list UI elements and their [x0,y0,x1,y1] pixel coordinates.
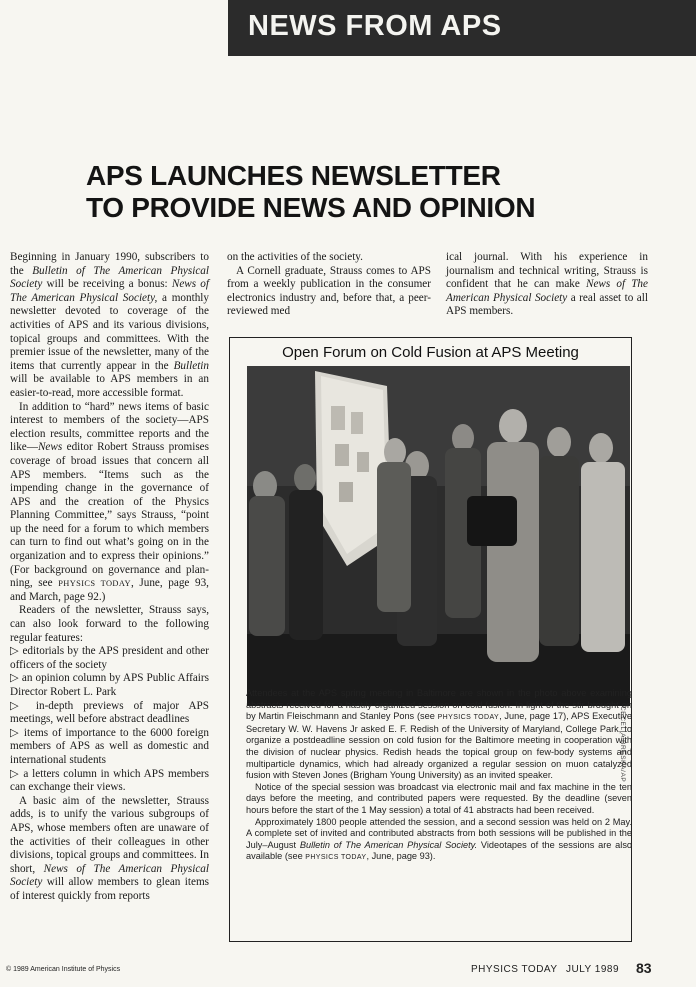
caption-paragraph [246,817,632,864]
text: Approximately 1800 people attended the session, and a second session was held on 2 May. A complete set of invited and contributed abstracts from both sessions will be published in the July–August [246,816,632,850]
paragraph: Readers of the newsletter, Strauss says, can also look forward to the following regular features: [10,604,209,644]
publication-title: News of The American Physical Society [10,862,210,889]
feature-list-item: ▷ in-depth previews of major APS meetings, well before abstract deadlines [10,699,209,726]
caption-paragraph: Notice of the special session was broadcast via electronic mail and fax machine in the ten days before the meeting, and contributed papers were requested. By the deadline (seven hours before the start of the 1 May session) a total of 41 abstracts had been received. [246,781,632,815]
paragraph: A Cornell graduate, Strauss comes to APS from a weekly publication in the consumer electronics industry and, before that, a peer-reviewed med [227,264,431,318]
text: , June, page 17), APS Executive Secretary W. W. Havens Jr asked E. F. Redish of the University of Maryland, College Park, to organize a postdeadline session on cold fusion for the Baltimore meeting in cooperation with the division of nuclear physics. Redish heads the topical group on few-body systems and multiparticle dynamics, which had already organized a regular session on muon catalyzed fusion with Steven Jones (Brigham Young University) as an invited speaker. [246,711,632,781]
photo-illustration [247,366,630,706]
text: editor Robert Strauss promises coverage of broad issues that concern all APS members. “Items such as the impending change in the governance of APS and the creation of the Physics Planning Committee,” says Strauss, “point up the need for a forum to which members can turn to find out what’s going on in the organization and to express their opinions.” (For background on governance and planning, see [10,441,209,590]
caption-paragraph [246,688,632,782]
paragraph [10,401,209,605]
text: a real asset to all APS members. [446,291,648,318]
photo-caption [246,688,632,864]
photo-credit: CECELIA BRESKA/AP [619,706,626,783]
text: a monthly newsletter devoted to coverage of the activities of APS and its various divisions, topical groups and committees. With the premier issue of the newsletter, many of the items that currently appear in the [10,291,210,372]
paragraph [10,251,209,401]
text: , June, page 93). [366,851,436,862]
article-column-1 [10,251,209,904]
publication-title: News [37,441,63,454]
article-column-2 [227,251,431,319]
sidebar-title: Open Forum on Cold Fusion at APS Meeting [282,344,579,361]
headline-line-2: TO PROVIDE NEWS AND OPINION [86,192,536,223]
text: , June, page 93, and March, page 92.) [10,577,209,603]
publication-title: News of The American Physical Society [446,278,648,304]
paragraph [10,795,209,904]
footer-journal-name: PHYSICS TODAY [471,964,558,975]
text: Attendees at the APS spring meeting in Baltimore are shown in the photo above examining abstracts received for a hastily organized session on cold fusion. In light of the stir brought on by Martin Fleischmann and Stanley Pons (see [246,688,632,722]
meeting-photo [247,366,630,706]
text: will be available to APS members in an easier-to-read, more accessible format. [10,373,209,399]
section-banner: NEWS FROM APS [228,0,696,56]
publication-title: Bulletin of The American Physical Society [10,264,210,291]
headline-line-1: APS LAUNCHES NEWSLETTER [86,160,501,191]
text: will allow members to glean items of interest quickly from reports [10,876,209,902]
feature-list-item: ▷ items of importance to the 6000 foreign members of APS as well as domestic and international students [10,726,209,766]
feature-list-item: ▷ an opinion column by APS Public Affairs Director Robert L. Park [10,672,209,698]
text: ical journal. With his experience in journalism and technical writing, Strauss is confident that he can make [446,251,648,291]
article-headline [86,160,646,224]
page-number: 83 [636,960,652,976]
footer-issue-date: JULY 1989 [566,964,620,975]
article-column-3 [446,251,648,319]
publication-title: News of The American Physical Society, [10,278,209,304]
publication-title: Bulletin [173,359,209,372]
text: In addition to “hard” news items of basic interest to members of the society—APS election results, committee reports and the like— [10,400,209,454]
text: A basic aim of the newsletter, Strauss adds, is to unify the various subgroups of APS, whose members often are unaware of the activities of their colleagues in other divisions, topical groups and committees. In short, [10,794,209,875]
feature-list-item: ▷ a letters column in which APS members can exchange their views. [10,767,209,794]
publication-title: Bulletin of The American Physical Society. [299,839,478,850]
journal-name: PHYSICS TODAY [58,579,131,589]
sidebar-box [229,337,632,942]
copyright-notice: © 1989 American Institute of Physics [6,966,121,973]
paragraph: on the activities of the society. [227,251,363,263]
paragraph [446,251,648,319]
feature-list-item: ▷ editorials by the APS president and other officers of the society [10,645,209,671]
text: ers to the [10,251,209,277]
text: Beginning in January 1990, subscrib [10,251,183,263]
text: will be receiving a bonus: [42,278,172,291]
journal-name: PHYSICS TODAY [437,714,500,722]
text: Videotapes of the sessions are also available (see [246,839,633,862]
journal-name: PHYSICS TODAY [305,854,367,862]
